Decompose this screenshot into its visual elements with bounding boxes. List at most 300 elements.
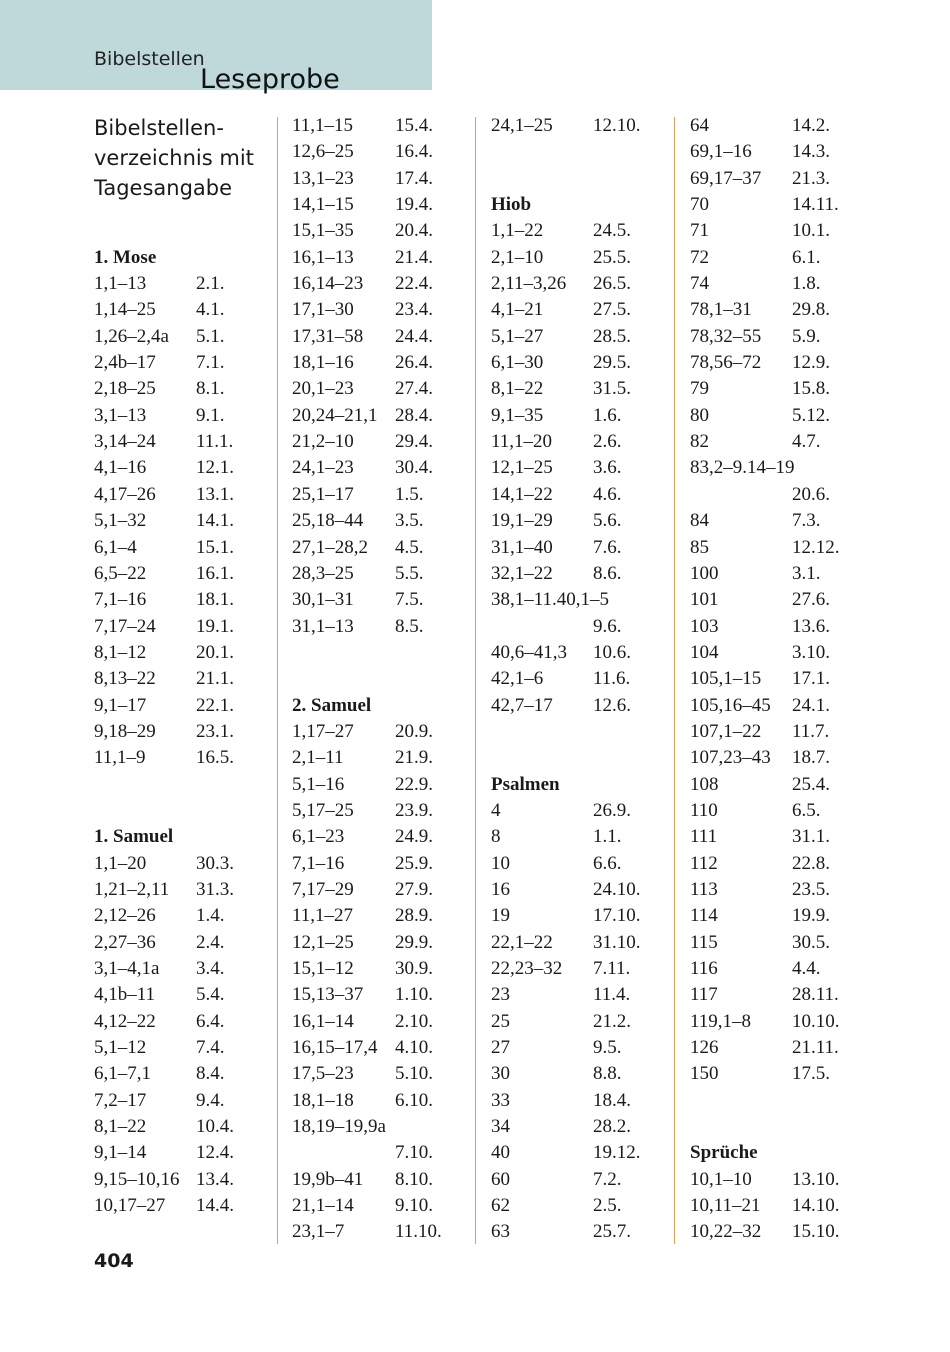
reading-date: 4.1. [196, 299, 225, 321]
reading-date: 9.1. [196, 404, 225, 426]
passage-reference: 64 [690, 115, 709, 136]
passage-reference: 9,1–17 [94, 694, 147, 716]
passage-reference: 71 [690, 220, 709, 242]
reading-date: 21.1. [196, 668, 234, 690]
passage-reference: 42,1–6 [491, 668, 544, 690]
index-entry [491, 535, 666, 561]
reading-date: 8.4. [196, 1063, 225, 1085]
index-entry [292, 297, 467, 323]
passage-reference: 150 [690, 1063, 719, 1085]
index-entry [292, 1114, 467, 1140]
passage-reference: 12,6–25 [292, 141, 354, 163]
index-entry [292, 772, 467, 798]
reading-date: 21.2. [593, 1010, 631, 1032]
index-entry [491, 614, 666, 640]
reading-date: 14.2. [792, 115, 830, 136]
page-number: 404 [94, 1250, 134, 1272]
reading-date: 3.5. [395, 510, 424, 532]
passage-reference: 126 [690, 1037, 719, 1059]
reading-date: 11.4. [593, 984, 631, 1006]
index-entry [292, 930, 467, 956]
reading-date: 12.9. [792, 352, 830, 374]
passage-reference: 16,15–17,4 [292, 1037, 378, 1059]
passage-reference: 40,6–41,3 [491, 641, 567, 663]
reading-date: 20.1. [196, 641, 234, 663]
index-entry [292, 745, 467, 771]
index-entry [491, 297, 666, 323]
reading-date: 30.4. [395, 457, 433, 479]
index-entry [690, 798, 865, 824]
index-entry [690, 982, 865, 1008]
reading-date: 5.4. [196, 984, 225, 1006]
reading-date: 6.5. [792, 799, 821, 821]
passage-reference: 11,1–9 [94, 747, 146, 769]
index-entry [94, 1140, 274, 1166]
index-entry [292, 587, 467, 613]
index-entry [690, 719, 865, 745]
index-entry [491, 930, 666, 956]
reading-date: 9.4. [196, 1089, 225, 1111]
reading-date: 25.5. [593, 246, 631, 268]
index-entry [292, 614, 467, 640]
book-name: 1. Samuel [94, 826, 174, 848]
passage-reference: 114 [690, 905, 718, 927]
reading-date: 17.10. [593, 905, 641, 927]
passage-reference: 10,11–21 [690, 1195, 761, 1217]
passage-reference: 10 [491, 852, 510, 874]
passage-reference: 4,1–16 [94, 457, 147, 479]
reading-date: 13.1. [196, 483, 234, 505]
passage-reference: 110 [690, 799, 718, 821]
reading-date: 8.5. [395, 615, 424, 637]
passage-reference: 19,9b–41 [292, 1168, 364, 1190]
row-spacer [94, 113, 274, 139]
reading-date: 24.1. [792, 694, 830, 716]
reading-date: 10.1. [792, 220, 830, 242]
column-divider [674, 117, 675, 1244]
passage-reference: 18,1–18 [292, 1089, 354, 1111]
index-entry [292, 218, 467, 244]
index-entry [292, 982, 467, 1008]
index-entry [690, 113, 865, 139]
passage-reference: 4,1–21 [491, 299, 544, 321]
passage-reference: 31,1–13 [292, 615, 354, 637]
index-entry [690, 561, 865, 587]
index-entry [94, 482, 274, 508]
row-spacer [94, 166, 274, 192]
passage-reference: 107,1–22 [690, 720, 762, 742]
index-entry [690, 877, 865, 903]
passage-reference: 2,27–36 [94, 931, 156, 953]
index-entry [491, 350, 666, 376]
reading-date: 16.5. [196, 747, 234, 769]
index-entry [94, 1193, 274, 1219]
reading-date: 29.4. [395, 431, 433, 453]
reading-date: 9.10. [395, 1195, 433, 1217]
index-entry [690, 1009, 865, 1035]
index-entry [491, 903, 666, 929]
index-entry [94, 1009, 274, 1035]
reading-date: 18.4. [593, 1089, 631, 1111]
passage-reference: 17,31–58 [292, 325, 364, 347]
passage-reference: 1,1–20 [94, 852, 147, 874]
index-entry [491, 1219, 666, 1245]
passage-reference: 6,1–23 [292, 826, 345, 848]
index-entry [491, 1114, 666, 1140]
index-title-line: Bibelstellen- [94, 116, 224, 140]
reading-date: 24.10. [593, 878, 641, 900]
index-entry [690, 956, 865, 982]
passage-reference: 9,18–29 [94, 720, 156, 742]
reading-date: 4.7. [792, 431, 821, 453]
reading-date: 4.5. [395, 536, 424, 558]
index-entry [292, 1193, 467, 1219]
book-heading [491, 772, 666, 798]
index-entry [690, 1061, 865, 1087]
reading-date: 29.8. [792, 299, 830, 321]
reading-date: 12.4. [196, 1142, 234, 1164]
passage-reference: 7,1–16 [292, 852, 345, 874]
passage-reference: 103 [690, 615, 719, 637]
passage-reference: 14,1–22 [491, 483, 553, 505]
passage-reference: 5,1–32 [94, 510, 147, 532]
book-name: Hiob [491, 194, 532, 216]
reading-date: 22.8. [792, 852, 830, 874]
passage-reference: 79 [690, 378, 709, 400]
row-spacer [94, 139, 274, 165]
passage-reference: 84 [690, 510, 709, 532]
index-entry [491, 1009, 666, 1035]
passage-reference: 23 [491, 984, 510, 1006]
index-entry [491, 113, 666, 139]
index-entry [94, 877, 274, 903]
index-entry [292, 508, 467, 534]
index-entry [94, 851, 274, 877]
index-entry [94, 719, 274, 745]
reading-date: 1.1. [593, 826, 622, 848]
reading-date: 31.10. [593, 931, 641, 953]
passage-reference: 10,17–27 [94, 1195, 166, 1217]
index-column-4 [690, 113, 865, 1246]
passage-reference: 15,1–12 [292, 958, 354, 979]
passage-reference: 7,1–16 [94, 589, 147, 611]
passage-reference: 25,18–44 [292, 510, 364, 532]
reading-date: 8.1. [196, 378, 225, 400]
index-entry [94, 956, 274, 982]
reading-date: 25.9. [395, 852, 433, 874]
index-entry [690, 245, 865, 271]
passage-reference: 22,23–32 [491, 958, 563, 979]
reading-date: 9.5. [593, 1037, 622, 1059]
reading-date: 28.5. [593, 325, 631, 347]
reading-date: 20.6. [792, 483, 830, 505]
passage-reference: 112 [690, 852, 718, 874]
index-entry [491, 245, 666, 271]
reading-date: 2.10. [395, 1010, 433, 1032]
passage-reference: 63 [491, 1221, 510, 1243]
reading-date: 14.11. [792, 194, 839, 216]
passage-reference: 4,12–22 [94, 1010, 156, 1032]
passage-reference: 27 [491, 1037, 510, 1059]
passage-reference: 12,1–25 [292, 931, 354, 953]
reading-date: 27.9. [395, 878, 433, 900]
passage-reference: 3,1–13 [94, 404, 147, 426]
passage-reference: 21,2–10 [292, 431, 354, 453]
reading-date: 31.5. [593, 378, 631, 400]
index-entry [491, 482, 666, 508]
reading-date: 15.10. [792, 1221, 840, 1243]
index-entry [94, 455, 274, 481]
index-entry [690, 851, 865, 877]
index-entry [94, 1167, 274, 1193]
index-entry [690, 455, 865, 481]
index-entry [292, 851, 467, 877]
reading-date: 27.6. [792, 589, 830, 611]
passage-reference: 5,1–27 [491, 325, 544, 347]
reading-date: 15.1. [196, 536, 234, 558]
reading-date: 28.9. [395, 905, 433, 927]
index-entry [690, 218, 865, 244]
reading-date: 4.4. [792, 958, 821, 979]
passage-reference: 40 [491, 1142, 510, 1164]
passage-reference: 30,1–31 [292, 589, 354, 611]
index-entry [292, 1035, 467, 1061]
index-entry [94, 1114, 274, 1140]
index-entry [690, 166, 865, 192]
passage-reference: 7,17–24 [94, 615, 156, 637]
passage-reference: 33 [491, 1089, 510, 1111]
watermark: Leseprobe [200, 64, 340, 95]
index-entry [292, 271, 467, 297]
passage-reference: 8,1–22 [491, 378, 544, 400]
passage-reference: 24,1–23 [292, 457, 354, 479]
index-entry [94, 324, 274, 350]
passage-reference: 2,1–10 [491, 246, 544, 268]
passage-reference: 2,12–26 [94, 905, 156, 927]
reading-date: 6.6. [593, 852, 622, 874]
index-entry [292, 192, 467, 218]
reading-date: 18.1. [196, 589, 234, 611]
reading-date: 14.4. [196, 1195, 234, 1217]
reading-date: 22.1. [196, 694, 234, 716]
reading-date: 28.4. [395, 404, 433, 426]
index-entry [491, 508, 666, 534]
passage-reference: 11,1–15 [292, 115, 354, 136]
passage-reference: 4,17–26 [94, 483, 156, 505]
index-entry [94, 1088, 274, 1114]
passage-reference: 20,24–21,1 [292, 404, 378, 426]
index-entry [94, 693, 274, 719]
passage-reference: 85 [690, 536, 709, 558]
index-entry [690, 1219, 865, 1245]
reading-date: 2.6. [593, 431, 622, 453]
index-entry [690, 1114, 865, 1140]
index-entry [690, 297, 865, 323]
index-entry [292, 824, 467, 850]
passage-reference: 9,15–10,16 [94, 1168, 180, 1190]
index-entry [94, 666, 274, 692]
reading-date: 10.10. [792, 1010, 840, 1032]
index-entry [94, 587, 274, 613]
book-heading [94, 245, 274, 271]
passage-reference: 82 [690, 431, 709, 453]
index-entry [292, 1009, 467, 1035]
passage-reference: 9,1–35 [491, 404, 544, 426]
index-entry [292, 455, 467, 481]
index-entry [491, 798, 666, 824]
reading-date: 6.10. [395, 1089, 433, 1111]
index-entry [292, 640, 467, 666]
index-entry [690, 429, 865, 455]
passage-reference: 107,23–43 [690, 747, 771, 769]
index-entry [292, 877, 467, 903]
passage-reference: 17,5–23 [292, 1063, 354, 1085]
book-heading [690, 1140, 865, 1166]
passage-reference: 104 [690, 641, 719, 663]
passage-reference: 6,5–22 [94, 562, 147, 584]
reading-date: 25.7. [593, 1221, 631, 1243]
reading-date: 2.5. [593, 1195, 622, 1217]
reading-date: 28.11. [792, 984, 839, 1006]
index-entry [491, 455, 666, 481]
passage-reference: 15,13–37 [292, 984, 364, 1006]
index-entry [690, 350, 865, 376]
reading-date: 24.5. [593, 220, 631, 242]
index-entry [292, 1219, 467, 1245]
index-column-2 [292, 113, 467, 1246]
index-entry [94, 350, 274, 376]
passage-reference: 23,1–7 [292, 1221, 345, 1243]
index-entry [94, 745, 274, 771]
passage-reference: 105,16–45 [690, 694, 771, 716]
reading-date: 7.4. [196, 1037, 225, 1059]
index-entry [491, 640, 666, 666]
index-entry [94, 297, 274, 323]
index-entry [292, 139, 467, 165]
passage-reference: 5,17–25 [292, 799, 354, 821]
index-entry [491, 324, 666, 350]
index-entry [690, 376, 865, 402]
section-label: Bibelstellen [94, 48, 205, 70]
reading-date: 31.3. [196, 878, 234, 900]
passage-reference: 4,1b–11 [94, 984, 156, 1006]
passage-reference: 12,1–25 [491, 457, 553, 479]
passage-reference: 18,1–16 [292, 352, 354, 374]
reading-date: 7.10. [395, 1142, 433, 1164]
passage-reference: 8,1–12 [94, 641, 147, 663]
reading-date: 21.9. [395, 747, 433, 769]
reading-date: 9.6. [593, 615, 622, 637]
index-entry [292, 429, 467, 455]
passage-reference: 14,1–15 [292, 194, 354, 216]
passage-reference: 69,1–16 [690, 141, 752, 163]
passage-reference: 10,22–32 [690, 1221, 762, 1243]
index-entry [491, 1035, 666, 1061]
index-entry [690, 1088, 865, 1114]
passage-reference: 119,1–8 [690, 1010, 752, 1032]
index-entry [491, 271, 666, 297]
passage-reference: 16,14–23 [292, 273, 364, 295]
passage-reference: 74 [690, 273, 709, 295]
passage-reference: 6,1–30 [491, 352, 544, 374]
reading-date: 29.9. [395, 931, 433, 953]
reading-date: 19.1. [196, 615, 234, 637]
index-entry [690, 824, 865, 850]
reading-date: 23.9. [395, 799, 433, 821]
index-entry [690, 745, 865, 771]
reading-date: 3.1. [792, 562, 821, 584]
passage-reference: 1,21–2,11 [94, 878, 170, 900]
passage-reference: 13,1–23 [292, 167, 354, 189]
passage-reference: 1,1–22 [491, 220, 544, 242]
reading-date: 1.4. [196, 905, 225, 927]
reading-date: 13.10. [792, 1168, 840, 1190]
passage-reference: 60 [491, 1168, 510, 1190]
index-entry [94, 614, 274, 640]
index-entry [491, 1061, 666, 1087]
index-entry [292, 1140, 467, 1166]
reading-date: 7.1. [196, 352, 225, 374]
passage-reference: 22,1–22 [491, 931, 553, 953]
index-entry [690, 1035, 865, 1061]
index-entry [292, 113, 467, 139]
reading-date: 21.4. [395, 246, 433, 268]
index-entry [491, 218, 666, 244]
index-entry [690, 535, 865, 561]
reading-date: 23.5. [792, 878, 830, 900]
passage-reference: 27,1–28,2 [292, 536, 368, 558]
reading-date: 15.8. [792, 378, 830, 400]
reading-date: 19.4. [395, 194, 433, 216]
passage-reference: 16,1–14 [292, 1010, 354, 1032]
reading-date: 21.3. [792, 167, 830, 189]
reading-date: 5.10. [395, 1063, 433, 1085]
reading-date: 23.4. [395, 299, 433, 321]
reading-date: 17.5. [792, 1063, 830, 1085]
reading-date: 5.12. [792, 404, 830, 426]
index-entry [491, 166, 666, 192]
reading-date: 3.4. [196, 958, 225, 979]
reading-date: 13.6. [792, 615, 830, 637]
index-entry [690, 324, 865, 350]
passage-reference: 19,1–29 [491, 510, 553, 532]
passage-reference: 69,17–37 [690, 167, 762, 189]
reading-date: 7.5. [395, 589, 424, 611]
index-entry [491, 956, 666, 982]
passage-reference: 7,2–17 [94, 1089, 147, 1111]
passage-reference: 2,1–11 [292, 747, 344, 769]
index-entry [94, 508, 274, 534]
reading-date: 1.8. [792, 273, 821, 295]
passage-reference: 11,1–20 [491, 431, 553, 453]
reading-date: 18.7. [792, 747, 830, 769]
index-entry [690, 508, 865, 534]
passage-reference: 25 [491, 1010, 510, 1032]
index-entry [491, 1167, 666, 1193]
index-entry [491, 561, 666, 587]
index-entry [491, 693, 666, 719]
index-entry [491, 403, 666, 429]
column-divider [475, 117, 476, 1244]
index-column-1 [94, 113, 274, 1219]
passage-reference: 83,2–9.14–19 [690, 457, 795, 479]
index-title-line: verzeichnis mit [94, 146, 254, 170]
passage-reference: 1,26–2,4a [94, 325, 169, 347]
passage-reference: 19 [491, 905, 510, 927]
passage-reference: 8,1–22 [94, 1116, 147, 1138]
index-entry [292, 956, 467, 982]
passage-reference: 1,1–13 [94, 273, 147, 295]
